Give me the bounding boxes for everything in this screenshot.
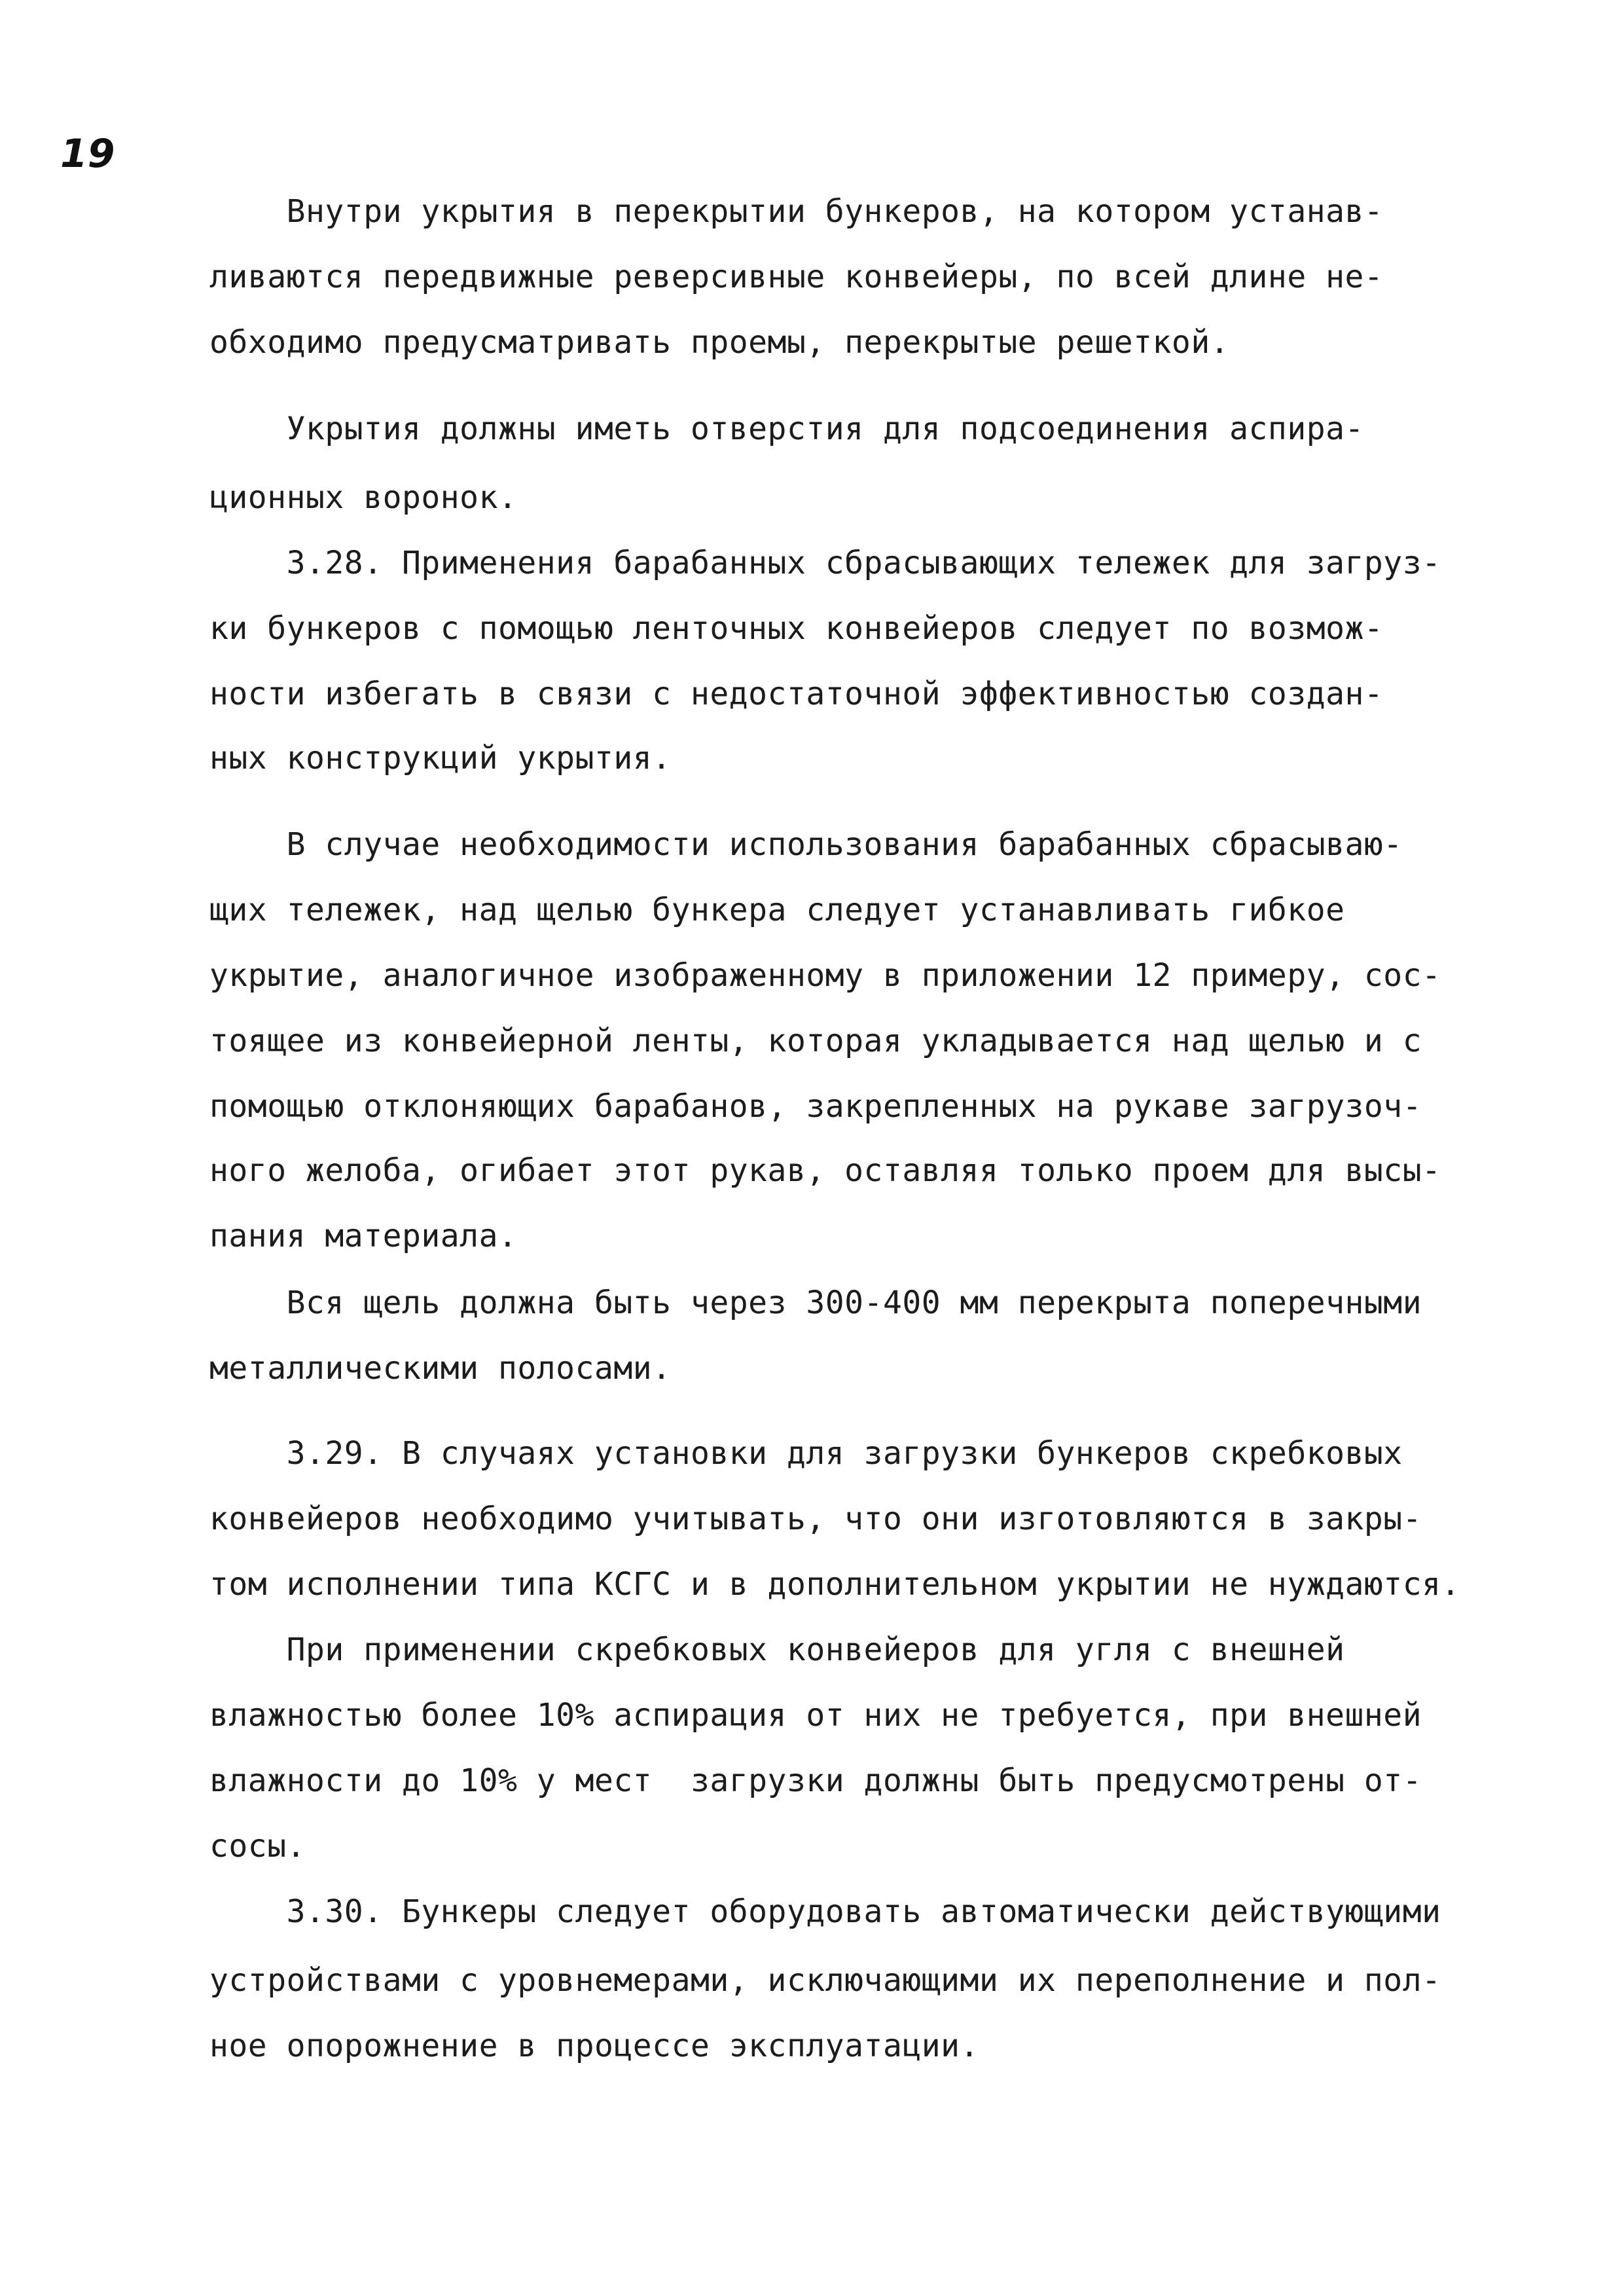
text-line: обходимо предусматривать проемы, перекрытые решеткой. [209,324,1230,361]
text-line: При применении скребковых конвейеров для угля с внешней [209,1631,1345,1668]
text-line: ливаются передвижные реверсивные конвейеры, по всей длине не- [209,259,1384,295]
text-line: устройствами с уровнемерами, исключающими их переполнение и пол- [209,1962,1441,1999]
text-line: конвейеров необходимо учитывать, что они изготовляются в закры- [209,1501,1422,1537]
text-line: сосы. [209,1828,306,1865]
text-line: Внутри укрытия в перекрытии бункеров, на котором устанав- [209,193,1384,230]
text-line: том исполнении типа КСГС и в дополнительном укрытии не нуждаются. [209,1566,1460,1603]
text-line: влажностью более 10% аспирация от них не требуется, при внешней [209,1697,1422,1734]
text-line: 3.28. Применения барабанных сбрасывающих тележек для загруз- [209,545,1441,581]
text-line: ное опорожнение в процессе эксплуатации. [209,2028,979,2064]
text-line: пания материала. [209,1218,518,1254]
text-line: ки бункеров с помощью ленточных конвейеров следует по возмож- [209,610,1384,647]
text-line: ности избегать в связи с недостаточной эффективностью создан- [209,676,1384,712]
page-number: 19 [60,131,115,177]
text-line: помощью отклоняющих барабанов, закрепленных на рукаве загрузоч- [209,1088,1422,1125]
text-line: металлическими полосами. [209,1350,672,1387]
text-line: Укрытия должны иметь отверстия для подсоединения аспира- [209,410,1364,447]
text-line: влажности до 10% у мест загрузки должны быть предусмотрены от- [209,1762,1422,1799]
text-line: ных конструкций укрытия. [209,740,672,776]
text-line: ного желоба, огибает этот рукав, оставляя только проем для высы- [209,1152,1441,1189]
text-line: щих тележек, над щелью бункера следует устанавливать гибкое [209,892,1345,928]
text-line: укрытие, аналогичное изображенному в приложении 12 примеру, сос- [209,957,1441,994]
text-line: 3.30. Бункеры следует оборудовать автоматически действующими [209,1893,1441,1930]
text-line: ционных воронок. [209,479,518,516]
text-line: В случае необходимости использования барабанных сбрасываю- [209,826,1403,863]
text-line: Вся щель должна быть через 300-400 мм перекрыта поперечными [209,1285,1422,1321]
text-line: тоящее из конвейерной ленты, которая укладывается над щелью и с [209,1023,1422,1059]
text-line: 3.29. В случаях установки для загрузки бункеров скребковых [209,1435,1403,1472]
